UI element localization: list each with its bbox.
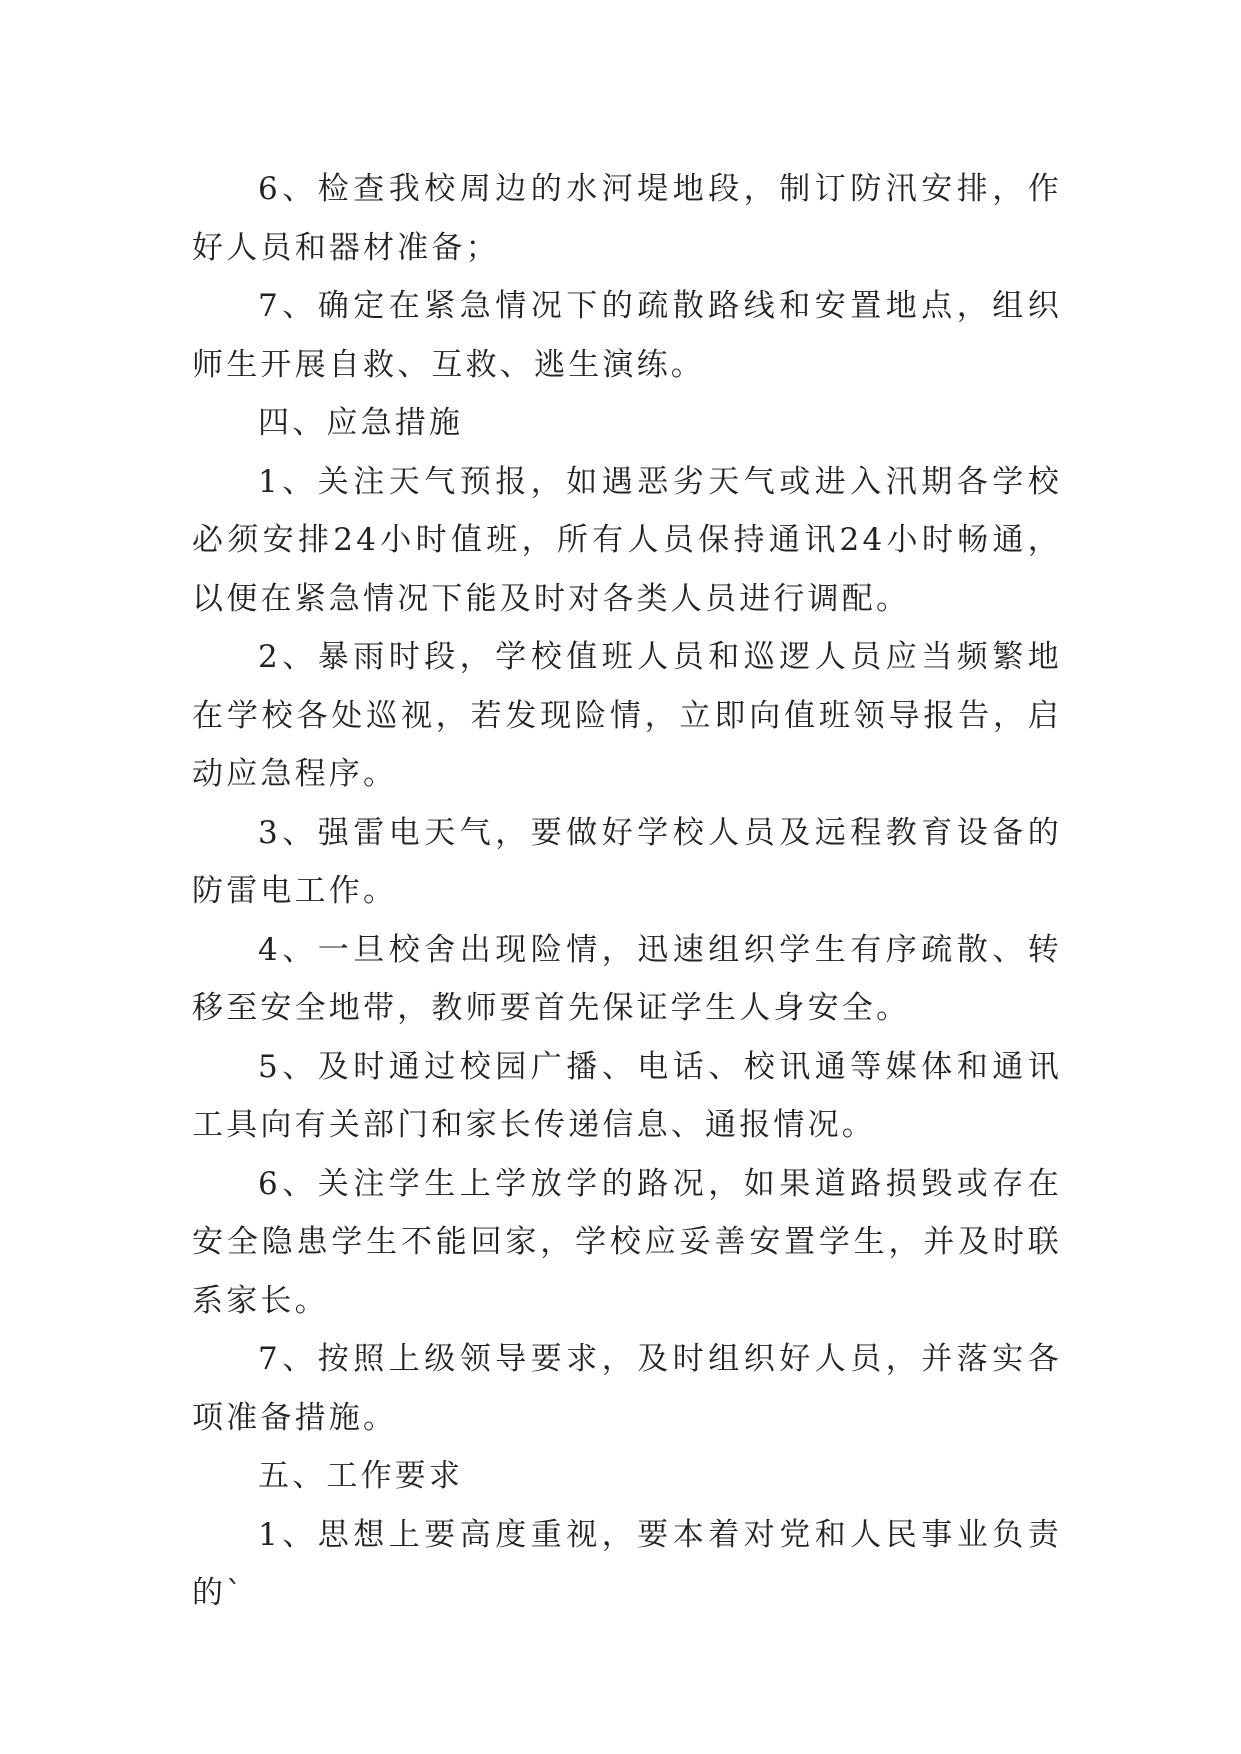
paragraph-measure-5-communication: 5、及时通过校园广播、电话、校讯通等媒体和通讯工具向有关部门和家长传递信息、通报情况。 [192, 1048, 1062, 1143]
paragraph-item-7-evacuation: 7、确定在紧急情况下的疏散路线和安置地点，组织师生开展自救、互救、逃生演练。 [192, 288, 1062, 383]
document-body [192, 160, 1062, 1623]
paragraph-measure-7-leadership: 7、按照上级领导要求，及时组织好人员，并落实各项准备措施。 [192, 1341, 1062, 1436]
paragraph-requirement-1: 1、思想上要高度重视，要本着对党和人民事业负责的` [192, 1516, 1062, 1611]
paragraph-measure-6-road-conditions: 6、关注学生上学放学的路况，如果道路损毁或存在安全隐患学生不能回家，学校应妥善安置学生，并及时联系家长。 [192, 1165, 1062, 1319]
section-heading-emergency-measures: 四、应急措施 [258, 405, 464, 441]
paragraph-measure-2-rainstorm: 2、暴雨时段，学校值班人员和巡逻人员应当频繁地在学校各处巡视，若发现险情，立即向值班领导报告，启动应急程序。 [192, 639, 1062, 792]
paragraph-item-6-flood-prep: 6、检查我校周边的水河堤地段，制订防汛安排，作好人员和器材准备； [192, 171, 1062, 266]
section-heading-work-requirements: 五、工作要求 [258, 1458, 464, 1494]
paragraph-measure-1-weather: 1、关注天气预报，如遇恶劣天气或进入汛期各学校必须安排24小时值班，所有人员保持通讯24小时畅通，以便在紧急情况下能及时对各类人员进行调配。 [192, 463, 1062, 617]
paragraph-measure-3-thunderstorm: 3、强雷电天气，要做好学校人员及远程教育设备的防雷电工作。 [192, 814, 1062, 909]
paragraph-measure-4-evacuate: 4、一旦校舍出现险情，迅速组织学生有序疏散、转移至安全地带，教师要首先保证学生人身安全。 [192, 931, 1062, 1026]
